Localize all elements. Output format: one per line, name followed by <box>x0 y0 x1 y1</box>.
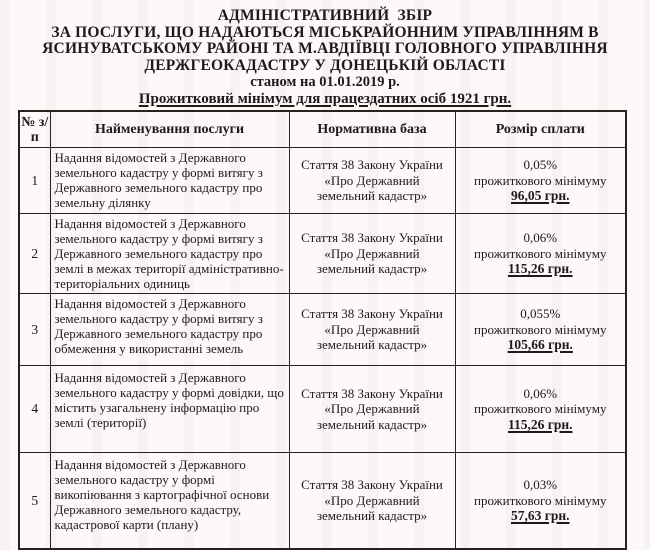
fee-percent: 0,055% <box>520 306 561 322</box>
fee-cell <box>455 214 626 294</box>
table-row-4 <box>19 366 626 453</box>
table-row-2 <box>19 214 626 294</box>
fee-label: прожиткового мінімуму <box>474 172 607 188</box>
fee-amount: 115,26 грн. <box>507 416 573 432</box>
fee-cell <box>455 453 626 550</box>
legal-basis-cell: Стаття 38 Закону України «Про Державний земельний кадастр» <box>289 214 455 294</box>
table-header-row <box>19 111 626 148</box>
as-of-date-line: станом на 01.01.2019 р. <box>250 74 400 90</box>
fee-amount: 96,05 грн. <box>510 188 570 204</box>
doc-title-line-4: ДЕРЖГЕОКАДАСТРУ У ДОНЕЦЬКІЙ ОБЛАСТІ <box>144 56 506 74</box>
legal-basis-cell: Стаття 38 Закону України «Про Державний земельний кадастр» <box>289 294 455 366</box>
service-name-cell: Надання відомостей з Державного земельного кадастру у формі витягу з Державного земельного кадастру про обмеження у використанні земель <box>50 294 289 366</box>
fees-table <box>18 110 627 550</box>
col-header-fee-size: Розмір сплати <box>455 111 626 148</box>
fee-percent: 0,05% <box>523 157 558 173</box>
fee-cell <box>455 148 626 214</box>
fee-label: прожиткового мінімуму <box>474 401 607 417</box>
fee-amount: 105,66 грн. <box>507 337 573 353</box>
doc-title-line-3: ЯСИНУВАТСЬКОМУ РАЙОНІ ТА М.АВДІЇВЦІ ГОЛОВНОГО УПРАВЛІННЯ <box>42 40 608 57</box>
legal-basis-cell: Стаття 38 Закону України «Про Державний земельний кадастр» <box>289 453 455 550</box>
fee-label: прожиткового мінімуму <box>474 321 607 337</box>
table-row-1 <box>19 148 626 214</box>
col-header-service-name: Найменування послуги <box>50 111 289 148</box>
service-name-cell: Надання відомостей з Державного земельного кадастру у формі викопіювання з картографічної основи Державного земельного кадастру, кадастрової карти (плану) <box>50 453 289 550</box>
service-name-cell: Надання відомостей з Державного земельного кадастру у формі витягу з Державного земельного кадастру про земельну ділянку <box>50 148 289 214</box>
fee-percent: 0,06% <box>523 230 558 246</box>
col-header-legal-basis: Нормативна база <box>289 111 455 148</box>
fee-label: прожиткового мінімуму <box>474 245 607 261</box>
fee-amount: 57,63 грн. <box>510 508 570 524</box>
document-header <box>0 0 650 107</box>
legal-basis-cell: Стаття 38 Закону України «Про Державний земельний кадастр» <box>289 366 455 453</box>
subsistence-minimum-line: Прожитковий мінімум для працездатних осіб 1921 грн. <box>138 91 512 107</box>
fee-label: прожиткового мінімуму <box>474 492 607 508</box>
doc-title-line-2: ЗА ПОСЛУГИ, ЩО НАДАЮТЬСЯ МІСЬКРАЙОННИМ УПРАВЛІННЯМ В <box>51 23 599 41</box>
row-number-cell: 3 <box>19 294 50 366</box>
row-number-cell: 5 <box>19 453 50 550</box>
service-name-cell: Надання відомостей з Державного земельного кадастру у формі довідки, що містить узагальнену інформацію про землі (території) <box>50 366 289 453</box>
row-number-cell: 4 <box>19 366 50 453</box>
fee-percent: 0,06% <box>523 385 558 401</box>
service-name-cell: Надання відомостей з Державного земельного кадастру у формі витягу з Державного земельного кадастру про землі в межах території адміністративно-територіальних одиниць <box>50 214 289 294</box>
table-row-5 <box>19 453 626 550</box>
col-header-row-number: № з/п <box>19 111 50 148</box>
fee-cell <box>455 294 626 366</box>
fee-percent: 0,03% <box>523 477 558 493</box>
row-number-cell: 1 <box>19 148 50 214</box>
legal-basis-cell: Стаття 38 Закону України «Про Державний земельний кадастр» <box>289 148 455 214</box>
table-row-3 <box>19 294 626 366</box>
doc-title-line-1: АДМІНІСТРАТИВНИЙ ЗБІР <box>217 7 433 24</box>
row-number-cell: 2 <box>19 214 50 294</box>
fee-amount: 115,26 грн. <box>507 261 573 277</box>
fee-cell <box>455 366 626 453</box>
